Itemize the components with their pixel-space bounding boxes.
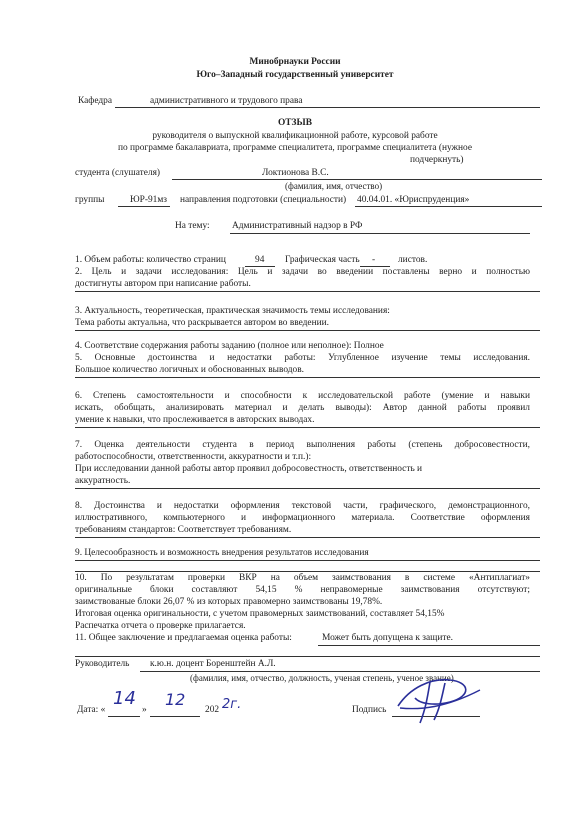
department-label: Кафедра xyxy=(78,96,113,106)
ministry-header: Минобрнауки России xyxy=(249,57,341,67)
item-3-underline xyxy=(75,330,540,331)
supervisor-label: Руководитель xyxy=(75,659,130,669)
item-10-line-4: Итоговая оценка оригинальности, с учетом правомерных заимствований, составляет 54,15% xyxy=(75,609,445,619)
item-11-line-1: 11. Общее заключение и предлагаемая оценка работы: xyxy=(75,633,292,643)
university-header: Юго–Западный государственный университет xyxy=(196,70,394,80)
item-8-line-2: иллюстративного, компьютерного и информационного материала. Соответствие оформления xyxy=(75,513,530,523)
item-9-underline-1 xyxy=(75,560,540,561)
group-underline xyxy=(118,206,170,207)
date-day-underline xyxy=(108,716,140,717)
subtitle-line-1: руководителя о выпускной квалификационной работе, курсовой работе xyxy=(152,131,438,141)
item-7-line-2: работоспособности, ответственности, аккуратности и т.п.): xyxy=(75,452,312,462)
date-month-underline xyxy=(150,716,200,717)
student-underline xyxy=(172,179,542,180)
item-10-line-3: заимствованые блоки 26,07 % из которых правомерно заимствованы 19,78%. xyxy=(75,597,383,607)
direction-label: направления подготовки (специальности) xyxy=(180,195,347,205)
item-8-line-3: требованиям стандартов: Соответствует требованиям. xyxy=(75,525,292,535)
date-year-suffix: 2г. xyxy=(222,697,242,712)
group-label: группы xyxy=(75,195,105,205)
item-11-underline-1 xyxy=(318,645,540,646)
topic-underline xyxy=(230,233,530,234)
item-2-line-1: 2. Цель и задачи исследования: Цель и задачи во введении поставлены верно и полностью xyxy=(75,267,530,277)
item-1-suffix: листов. xyxy=(398,255,428,265)
handwritten-signature xyxy=(390,668,485,728)
item-7-underline xyxy=(75,488,540,489)
item-2-underline xyxy=(75,291,540,292)
item-1-mid: Графическая часть xyxy=(285,255,360,265)
department-value: административного и трудового права xyxy=(150,96,303,106)
signature-label: Подпись xyxy=(352,705,387,715)
item-3-line-2: Тема работы актуальна, что раскрывается автором во введении. xyxy=(75,318,329,328)
date-month: 12 xyxy=(165,690,186,709)
topic-label: На тему: xyxy=(175,221,210,231)
item-10-line-2: оригинальные блоки составляют 54,15 % неправомерные заимствования отсутствуют; xyxy=(75,585,530,595)
item-11-value: Может быть допущена к защите. xyxy=(322,633,453,643)
item-1-pages: 94 xyxy=(255,255,265,265)
supervisor-value: к.ю.н. доцент Боренштейн А.Л. xyxy=(150,659,276,669)
item-6-underline xyxy=(75,427,540,428)
item-7-line-4: аккуратность. xyxy=(75,476,131,486)
item-7-line-3: При исследовании данной работы автор проявил добросовестность, ответственность и xyxy=(75,464,423,474)
student-label: студента (слушателя) xyxy=(75,168,161,178)
item-6-line-2: искать, обобщать, анализировать материал и делать выводы): Автор данной работы проявил xyxy=(75,403,530,413)
item-10-line-1: 10. По результатам проверки ВКР на объем заимствования в системе «Антиплагиат» xyxy=(75,573,530,583)
item-9-line-1: 9. Целесообразность и возможность внедрения результатов исследования xyxy=(75,548,369,558)
item-8-line-1: 8. Достоинства и недостатки оформления текстовой части, графического, демонстрационного, xyxy=(75,501,530,511)
item-10-line-5: Распечатка отчета о проверке прилагается. xyxy=(75,621,246,631)
student-value: Локтионова В.С. xyxy=(262,168,329,178)
department-underline xyxy=(115,107,540,108)
item-6-line-1: 6. Степень самостоятельности и способности к исследовательской работе (умение и навыки xyxy=(75,391,530,401)
item-1-graphic: - xyxy=(372,255,376,265)
item-5-line-2: Большое количество логичных и обоснованных выводов. xyxy=(75,365,304,375)
item-1-prefix: 1. Объем работы: количество страниц xyxy=(75,255,226,265)
subtitle-line-3: подчеркнуть) xyxy=(410,155,464,165)
date-close: » xyxy=(142,705,147,715)
item-5-underline xyxy=(75,377,540,378)
date-day: 14 xyxy=(113,688,136,709)
item-5-line-1: 5. Основные достоинства и недостатки работы: Углубленное изучение темы исследования. xyxy=(75,353,530,363)
item-9-underline-2 xyxy=(75,571,540,572)
supervisor-hint: (фамилия, имя, отчество, должность, ученая степень, ученое звание) xyxy=(190,673,454,683)
document-title: ОТЗЫВ xyxy=(278,118,312,128)
subtitle-line-2: по программе бакалавриата, программе специалитета, программе специалитета (нужное xyxy=(117,143,473,153)
direction-underline xyxy=(355,206,542,207)
item-4-line-1: 4. Соответствие содержания работы заданию (полное или неполное): Полное xyxy=(75,341,384,351)
topic-value: Административный надзор в РФ xyxy=(232,221,363,231)
direction-value: 40.04.01. «Юриспруденция» xyxy=(357,195,470,205)
item-6-line-3: умение к навыки, что прослеживается в авторских выводах. xyxy=(75,415,315,425)
student-hint: (фамилия, имя, отчество) xyxy=(285,181,383,191)
date-year-prefix: 202 xyxy=(205,705,220,715)
item-3-line-1: 3. Актуальность, теоретическая, практическая значимость темы исследования: xyxy=(75,306,390,316)
item-7-line-1: 7. Оценка деятельности студента в период выполнения работы (степень добросовестности, xyxy=(75,440,530,450)
item-8-underline xyxy=(75,537,540,538)
item-2-line-2: достигнуты автором при написание работы. xyxy=(75,279,251,289)
date-label: Дата: « xyxy=(77,705,106,715)
item-11-underline-2 xyxy=(75,656,540,657)
group-value: ЮР-91мз xyxy=(130,195,167,205)
